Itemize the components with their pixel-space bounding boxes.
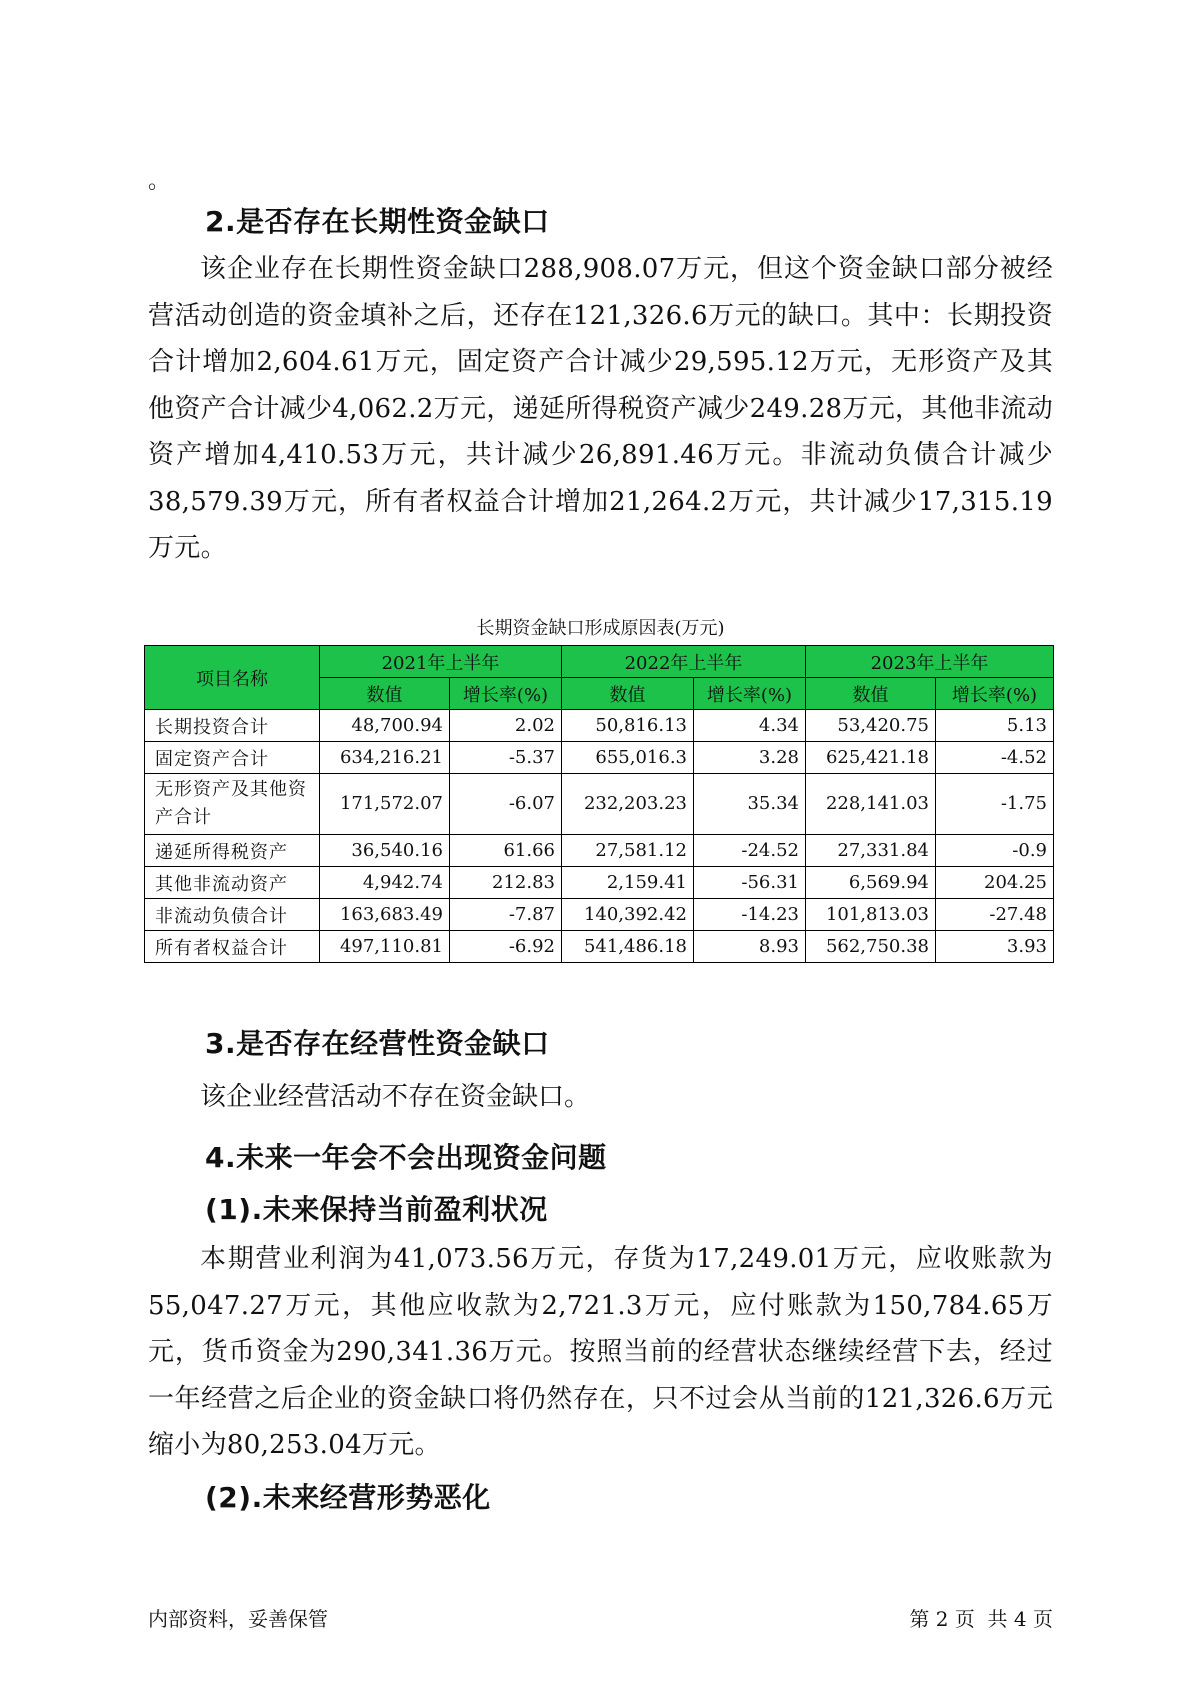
cell-growth: -1.75 (936, 774, 1054, 835)
section3-body: 该企业经营活动不存在资金缺口。 (200, 1082, 591, 1112)
row-name: 递延所得税资产 (145, 835, 320, 867)
cell-value: 50,816.13 (562, 710, 694, 742)
row-name: 非流动负债合计 (145, 899, 320, 931)
cell-growth: 204.25 (936, 867, 1054, 899)
cell-growth: -27.48 (936, 899, 1054, 931)
cell-growth: 3.28 (694, 742, 806, 774)
cell-growth: 212.83 (450, 867, 562, 899)
footer-confidential: 内部资料，妥善保管 (148, 1607, 328, 1631)
cell-value: 101,813.03 (806, 899, 936, 931)
table-row (145, 867, 1054, 899)
header-item-name: 项目名称 (145, 646, 320, 710)
header-value: 数值 (806, 678, 936, 710)
header-growth: 增长率(%) (694, 678, 806, 710)
table-row (145, 835, 1054, 867)
table-row (145, 774, 1054, 835)
cell-value: 171,572.07 (320, 774, 450, 835)
header-period-2023: 2023年上半年 (806, 646, 1054, 678)
header-growth: 增长率(%) (450, 678, 562, 710)
cell-growth: -4.52 (936, 742, 1054, 774)
cell-value: 36,540.16 (320, 835, 450, 867)
cell-value: 4,942.74 (320, 867, 450, 899)
cell-growth: 2.02 (450, 710, 562, 742)
capital-gap-table (144, 645, 1054, 963)
continuation-fragment: 。 (148, 169, 171, 194)
section4-sub1-body: 本期营业利润为41,073.56万元，存货为17,249.01万元，应收账款为55,047.27万元，其他应收款为2,721.3万元，应付账款为150,784.65万元，货币资金为290,341.36万元。按照当前的经营状态继续经营下去，经过一年经营之后企业的资金缺口将仍然存在，只不过会从当前的121,326.6万元缩小为80,253.04万元。 (148, 1244, 1053, 1460)
cell-value: 140,392.42 (562, 899, 694, 931)
cell-value: 53,420.75 (806, 710, 936, 742)
header-period-2022: 2022年上半年 (562, 646, 806, 678)
cell-growth: -24.52 (694, 835, 806, 867)
cell-growth: -7.87 (450, 899, 562, 931)
cell-value: 2,159.41 (562, 867, 694, 899)
cell-value: 655,016.3 (562, 742, 694, 774)
cell-value: 228,141.03 (806, 774, 936, 835)
cell-value: 625,421.18 (806, 742, 936, 774)
header-value: 数值 (562, 678, 694, 710)
row-name: 固定资产合计 (145, 742, 320, 774)
cell-value: 6,569.94 (806, 867, 936, 899)
cell-growth: 8.93 (694, 931, 806, 963)
cell-value: 232,203.23 (562, 774, 694, 835)
cell-growth: -6.92 (450, 931, 562, 963)
table-caption: 长期资金缺口形成原因表(万元) (476, 618, 725, 639)
cell-value: 497,110.81 (320, 931, 450, 963)
row-name: 无形资产及其他资产合计 (145, 774, 320, 835)
header-period-2021: 2021年上半年 (320, 646, 562, 678)
cell-growth: -56.31 (694, 867, 806, 899)
table-row (145, 742, 1054, 774)
section4-sub1-heading: (1).未来保持当前盈利状况 (205, 1193, 548, 1226)
table-row (145, 899, 1054, 931)
table-row (145, 710, 1054, 742)
cell-value: 562,750.38 (806, 931, 936, 963)
section2-heading: 2.是否存在长期性资金缺口 (205, 205, 550, 238)
cell-growth: 61.66 (450, 835, 562, 867)
header-growth: 增长率(%) (936, 678, 1054, 710)
cell-growth: 4.34 (694, 710, 806, 742)
cell-growth: -14.23 (694, 899, 806, 931)
row-name: 所有者权益合计 (145, 931, 320, 963)
section4-sub2-heading: (2).未来经营形势恶化 (205, 1481, 491, 1514)
section4-heading: 4.未来一年会不会出现资金问题 (205, 1141, 607, 1174)
row-name: 长期投资合计 (145, 710, 320, 742)
cell-value: 27,331.84 (806, 835, 936, 867)
section3-heading: 3.是否存在经营性资金缺口 (205, 1027, 550, 1060)
header-value: 数值 (320, 678, 450, 710)
cell-growth: 35.34 (694, 774, 806, 835)
cell-growth: -6.07 (450, 774, 562, 835)
cell-growth: -0.9 (936, 835, 1054, 867)
cell-value: 163,683.49 (320, 899, 450, 931)
cell-value: 48,700.94 (320, 710, 450, 742)
cell-value: 634,216.21 (320, 742, 450, 774)
cell-growth: 5.13 (936, 710, 1054, 742)
cell-growth: 3.93 (936, 931, 1054, 963)
section2-body: 该企业存在长期性资金缺口288,908.07万元，但这个资金缺口部分被经营活动创造的资金填补之后，还存在121,326.6万元的缺口。其中：长期投资合计增加2,604.61万元，固定资产合计减少29,595.12万元，无形资产及其他资产合计减少4,062.2万元，递延所得税资产减少249.28万元，其他非流动资产增加4,410.53万元，共计减少26,891.46万元。非流动负债合计减少38,579.39万元，所有者权益合计增加21,264.2万元，共计减少17,315.19万元。 (148, 254, 1053, 563)
cell-value: 27,581.12 (562, 835, 694, 867)
row-name: 其他非流动资产 (145, 867, 320, 899)
footer-page-number: 第 2 页 共 4 页 (909, 1607, 1053, 1631)
table-row (145, 931, 1054, 963)
cell-value: 541,486.18 (562, 931, 694, 963)
cell-growth: -5.37 (450, 742, 562, 774)
